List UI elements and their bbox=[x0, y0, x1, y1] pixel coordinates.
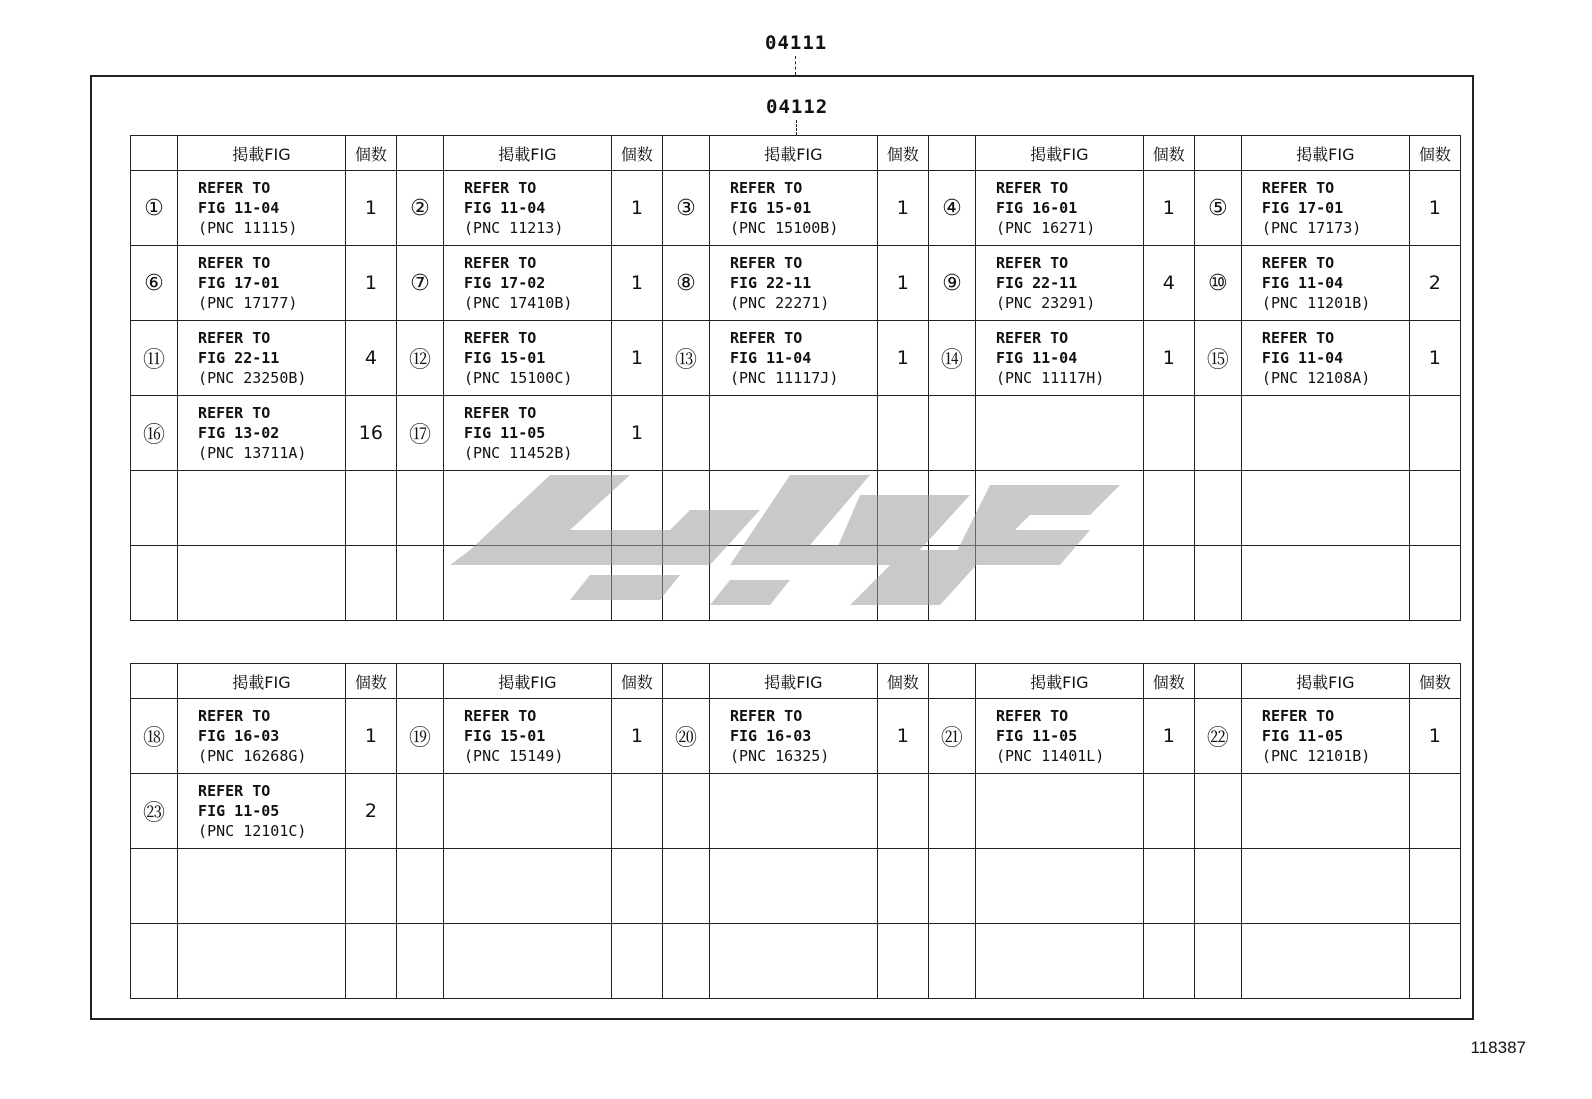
reference-cell bbox=[444, 546, 612, 621]
item-number: ② bbox=[396, 171, 443, 246]
table-row bbox=[131, 396, 1461, 471]
refer-to-text: REFER TO bbox=[198, 329, 271, 347]
item-number bbox=[131, 924, 178, 999]
quantity-cell: 1 bbox=[1409, 171, 1460, 246]
reference-cell bbox=[975, 171, 1143, 246]
item-number bbox=[396, 849, 443, 924]
reference-cell bbox=[1241, 471, 1409, 546]
item-number: ㉒ bbox=[1194, 699, 1241, 774]
reference-cell bbox=[1241, 849, 1409, 924]
quantity-cell bbox=[345, 471, 396, 546]
reference-cell bbox=[709, 246, 877, 321]
header-index-cell bbox=[131, 664, 178, 699]
reference-cell bbox=[709, 321, 877, 396]
header-qty: 個数 bbox=[611, 664, 662, 699]
quantity-cell: 1 bbox=[1409, 321, 1460, 396]
fig-number: FIG 11-05 bbox=[464, 424, 546, 442]
reference-cell bbox=[709, 396, 877, 471]
item-number: ⑲ bbox=[396, 699, 443, 774]
refer-to-text: REFER TO bbox=[464, 707, 537, 725]
item-number bbox=[928, 396, 975, 471]
header-index-cell bbox=[662, 664, 709, 699]
quantity-cell: 4 bbox=[1143, 246, 1194, 321]
header-index-cell bbox=[928, 136, 975, 171]
refer-to-text: REFER TO bbox=[729, 254, 803, 272]
quantity-cell: 1 bbox=[611, 699, 662, 774]
reference-cell bbox=[444, 924, 612, 999]
item-number: ⑩ bbox=[1194, 246, 1241, 321]
reference-cell bbox=[975, 849, 1143, 924]
quantity-cell: 16 bbox=[345, 396, 396, 471]
item-number bbox=[396, 546, 443, 621]
reference-cell bbox=[709, 546, 877, 621]
reference-cell bbox=[444, 171, 612, 246]
pnc-number: (PNC 11117H) bbox=[995, 369, 1105, 387]
quantity-cell: 1 bbox=[877, 171, 928, 246]
item-number bbox=[662, 546, 709, 621]
table-row bbox=[131, 321, 1461, 396]
header-fig: 掲載FIG bbox=[444, 664, 612, 699]
pnc-number: (PNC 15100C) bbox=[464, 369, 573, 387]
pnc-number: (PNC 16268G) bbox=[198, 747, 307, 765]
reference-cell bbox=[444, 774, 612, 849]
reference-cell bbox=[444, 246, 612, 321]
reference-cell bbox=[709, 171, 877, 246]
item-number: ⑧ bbox=[662, 246, 709, 321]
reference-cell bbox=[709, 849, 877, 924]
item-number: ④ bbox=[928, 171, 975, 246]
header-fig: 掲載FIG bbox=[444, 136, 612, 171]
refer-to-text: REFER TO bbox=[1261, 707, 1335, 725]
refer-to-text: REFER TO bbox=[995, 254, 1069, 272]
reference-cell bbox=[444, 396, 612, 471]
header-index-cell bbox=[662, 136, 709, 171]
item-number bbox=[396, 774, 443, 849]
quantity-cell: 2 bbox=[1409, 246, 1460, 321]
reference-cell bbox=[1241, 546, 1409, 621]
item-number bbox=[662, 471, 709, 546]
table-row bbox=[131, 774, 1461, 849]
item-number: ⑳ bbox=[662, 699, 709, 774]
pnc-number: (PNC 17173) bbox=[1261, 219, 1362, 237]
reference-cell bbox=[178, 321, 346, 396]
pnc-number: (PNC 17177) bbox=[198, 294, 298, 312]
fig-number: FIG 11-04 bbox=[1261, 274, 1344, 292]
reference-cell bbox=[178, 171, 346, 246]
refer-to-text: REFER TO bbox=[1261, 254, 1335, 272]
refer-to-text: REFER TO bbox=[464, 329, 537, 347]
quantity-cell: 1 bbox=[345, 246, 396, 321]
item-number: ⑪ bbox=[131, 321, 178, 396]
header-fig: 掲載FIG bbox=[178, 136, 346, 171]
item-number: ⑫ bbox=[396, 321, 443, 396]
quantity-cell bbox=[345, 546, 396, 621]
item-number bbox=[1194, 471, 1241, 546]
reference-cell bbox=[178, 396, 346, 471]
quantity-cell: 1 bbox=[877, 246, 928, 321]
item-number: ㉓ bbox=[131, 774, 178, 849]
fig-number: FIG 15-01 bbox=[464, 727, 546, 745]
refer-to-text: REFER TO bbox=[198, 782, 271, 800]
quantity-cell bbox=[877, 849, 928, 924]
item-number bbox=[928, 849, 975, 924]
fig-number: FIG 11-05 bbox=[995, 727, 1078, 745]
refer-to-text: REFER TO bbox=[198, 707, 271, 725]
pnc-number: (PNC 11452B) bbox=[464, 444, 573, 462]
item-number bbox=[662, 774, 709, 849]
quantity-cell: 1 bbox=[1143, 171, 1194, 246]
header-fig: 掲載FIG bbox=[709, 136, 877, 171]
pnc-number: (PNC 17410B) bbox=[464, 294, 573, 312]
table-row bbox=[131, 849, 1461, 924]
reference-cell bbox=[1241, 246, 1409, 321]
quantity-cell bbox=[611, 546, 662, 621]
header-qty: 個数 bbox=[345, 664, 396, 699]
quantity-cell bbox=[611, 774, 662, 849]
header-fig: 掲載FIG bbox=[1241, 664, 1409, 699]
quantity-cell: 1 bbox=[611, 321, 662, 396]
quantity-cell bbox=[1143, 471, 1194, 546]
pnc-number: (PNC 11401L) bbox=[995, 747, 1105, 765]
pnc-number: (PNC 13711A) bbox=[198, 444, 307, 462]
table-row bbox=[131, 546, 1461, 621]
quantity-cell: 1 bbox=[1143, 321, 1194, 396]
pnc-number: (PNC 12101B) bbox=[1261, 747, 1371, 765]
item-number bbox=[928, 774, 975, 849]
item-number: ⑰ bbox=[396, 396, 443, 471]
refer-to-text: REFER TO bbox=[1261, 329, 1335, 347]
item-number: ⑤ bbox=[1194, 171, 1241, 246]
refer-to-text: REFER TO bbox=[198, 179, 271, 197]
refer-to-text: REFER TO bbox=[464, 404, 537, 422]
quantity-cell bbox=[611, 849, 662, 924]
refer-to-text: REFER TO bbox=[729, 179, 803, 197]
fig-number: FIG 16-03 bbox=[729, 727, 812, 745]
item-number: ③ bbox=[662, 171, 709, 246]
item-number bbox=[662, 924, 709, 999]
item-number bbox=[1194, 546, 1241, 621]
item-number bbox=[396, 924, 443, 999]
item-number bbox=[1194, 924, 1241, 999]
table-row bbox=[131, 699, 1461, 774]
item-number: ⑭ bbox=[928, 321, 975, 396]
quantity-cell: 1 bbox=[345, 171, 396, 246]
refer-to-text: REFER TO bbox=[464, 254, 537, 272]
table-header-row bbox=[131, 136, 1461, 171]
pnc-number: (PNC 11213) bbox=[464, 219, 564, 237]
table-row bbox=[131, 924, 1461, 999]
quantity-cell: 4 bbox=[345, 321, 396, 396]
header-qty: 個数 bbox=[1143, 136, 1194, 171]
outer-leader-line bbox=[795, 56, 796, 75]
quantity-cell: 1 bbox=[1143, 699, 1194, 774]
header-fig: 掲載FIG bbox=[975, 664, 1143, 699]
refer-to-text: REFER TO bbox=[995, 179, 1069, 197]
reference-cell bbox=[709, 699, 877, 774]
quantity-cell bbox=[877, 396, 928, 471]
fig-number: FIG 11-05 bbox=[198, 802, 280, 820]
reference-cell bbox=[975, 774, 1143, 849]
pnc-number: (PNC 22271) bbox=[729, 294, 830, 312]
fig-number: FIG 11-04 bbox=[1261, 349, 1344, 367]
quantity-cell bbox=[1143, 849, 1194, 924]
refer-to-text: REFER TO bbox=[198, 254, 271, 272]
fig-number: FIG 16-03 bbox=[198, 727, 280, 745]
reference-cell bbox=[178, 924, 346, 999]
fig-number: FIG 13-02 bbox=[198, 424, 280, 442]
reference-cell bbox=[1241, 774, 1409, 849]
item-number bbox=[662, 396, 709, 471]
header-qty: 個数 bbox=[1143, 664, 1194, 699]
header-qty: 個数 bbox=[877, 664, 928, 699]
reference-cell bbox=[178, 699, 346, 774]
item-number: ⑬ bbox=[662, 321, 709, 396]
quantity-cell bbox=[1409, 546, 1460, 621]
refer-to-text: REFER TO bbox=[995, 329, 1069, 347]
reference-cell bbox=[444, 321, 612, 396]
fig-number: FIG 17-01 bbox=[198, 274, 280, 292]
pnc-number: (PNC 23291) bbox=[995, 294, 1096, 312]
refer-to-text: REFER TO bbox=[729, 707, 803, 725]
item-number: ⑥ bbox=[131, 246, 178, 321]
quantity-cell bbox=[1143, 774, 1194, 849]
header-index-cell bbox=[396, 136, 443, 171]
quantity-cell bbox=[1143, 396, 1194, 471]
quantity-cell: 1 bbox=[611, 171, 662, 246]
reference-cell bbox=[178, 849, 346, 924]
quantity-cell bbox=[345, 849, 396, 924]
item-number: ⑯ bbox=[131, 396, 178, 471]
refer-to-text: REFER TO bbox=[995, 707, 1069, 725]
reference-cell bbox=[1241, 396, 1409, 471]
pnc-number: (PNC 12108A) bbox=[1261, 369, 1371, 387]
reference-cell bbox=[975, 924, 1143, 999]
item-number: ⑱ bbox=[131, 699, 178, 774]
header-qty: 個数 bbox=[877, 136, 928, 171]
refer-to-text: REFER TO bbox=[1261, 179, 1335, 197]
item-number: ⑨ bbox=[928, 246, 975, 321]
item-number bbox=[131, 849, 178, 924]
header-index-cell bbox=[1194, 136, 1241, 171]
header-index-cell bbox=[1194, 664, 1241, 699]
pnc-number: (PNC 23250B) bbox=[198, 369, 307, 387]
reference-cell bbox=[178, 246, 346, 321]
table-header-row bbox=[131, 664, 1461, 699]
pnc-number: (PNC 11117J) bbox=[729, 369, 839, 387]
reference-cell bbox=[975, 246, 1143, 321]
item-number bbox=[928, 471, 975, 546]
figure-number: 118387 bbox=[1470, 1038, 1526, 1057]
reference-cell bbox=[1241, 321, 1409, 396]
pnc-number: (PNC 15100B) bbox=[729, 219, 839, 237]
item-number: ㉑ bbox=[928, 699, 975, 774]
item-number bbox=[928, 546, 975, 621]
reference-cell bbox=[709, 471, 877, 546]
inner-leader-line bbox=[796, 120, 797, 135]
table-row bbox=[131, 246, 1461, 321]
quantity-cell bbox=[877, 471, 928, 546]
item-number bbox=[928, 924, 975, 999]
reference-cell bbox=[709, 774, 877, 849]
quantity-cell bbox=[345, 924, 396, 999]
pnc-number: (PNC 16271) bbox=[995, 219, 1096, 237]
reference-cell bbox=[1241, 171, 1409, 246]
header-index-cell bbox=[131, 136, 178, 171]
item-number bbox=[662, 849, 709, 924]
header-fig: 掲載FIG bbox=[975, 136, 1143, 171]
item-number bbox=[396, 471, 443, 546]
item-number bbox=[1194, 396, 1241, 471]
quantity-cell bbox=[1409, 924, 1460, 999]
reference-cell bbox=[178, 774, 346, 849]
fig-number: FIG 15-01 bbox=[729, 199, 812, 217]
parts-reference-table-2 bbox=[130, 663, 1461, 999]
quantity-cell: 1 bbox=[611, 396, 662, 471]
reference-cell bbox=[444, 699, 612, 774]
fig-number: FIG 15-01 bbox=[464, 349, 546, 367]
outer-assembly-code: 04111 bbox=[765, 32, 828, 54]
refer-to-text: REFER TO bbox=[729, 329, 803, 347]
reference-cell bbox=[444, 849, 612, 924]
reference-cell bbox=[1241, 699, 1409, 774]
quantity-cell: 2 bbox=[345, 774, 396, 849]
pnc-number: (PNC 16325) bbox=[729, 747, 830, 765]
reference-cell bbox=[975, 396, 1143, 471]
item-number: ⑦ bbox=[396, 246, 443, 321]
header-qty: 個数 bbox=[345, 136, 396, 171]
quantity-cell: 1 bbox=[1409, 699, 1460, 774]
quantity-cell bbox=[1409, 396, 1460, 471]
pnc-number: (PNC 11201B) bbox=[1261, 294, 1371, 312]
fig-number: FIG 11-04 bbox=[464, 199, 546, 217]
fig-number: FIG 22-11 bbox=[729, 274, 812, 292]
table-row bbox=[131, 471, 1461, 546]
reference-cell bbox=[1241, 924, 1409, 999]
fig-number: FIG 11-05 bbox=[1261, 727, 1344, 745]
header-fig: 掲載FIG bbox=[1241, 136, 1409, 171]
header-fig: 掲載FIG bbox=[178, 664, 346, 699]
reference-cell bbox=[709, 924, 877, 999]
fig-number: FIG 22-11 bbox=[995, 274, 1078, 292]
item-number bbox=[131, 471, 178, 546]
pnc-number: (PNC 11115) bbox=[198, 219, 298, 237]
fig-number: FIG 17-01 bbox=[1261, 199, 1344, 217]
quantity-cell bbox=[1409, 471, 1460, 546]
quantity-cell bbox=[611, 924, 662, 999]
item-number: ⑮ bbox=[1194, 321, 1241, 396]
header-fig: 掲載FIG bbox=[709, 664, 877, 699]
fig-number: FIG 17-02 bbox=[464, 274, 546, 292]
item-number bbox=[1194, 849, 1241, 924]
parts-reference-table-1 bbox=[130, 135, 1461, 621]
table-row bbox=[131, 171, 1461, 246]
fig-number: FIG 16-01 bbox=[995, 199, 1078, 217]
quantity-cell: 1 bbox=[611, 246, 662, 321]
item-number bbox=[131, 546, 178, 621]
quantity-cell bbox=[1143, 924, 1194, 999]
reference-cell bbox=[178, 471, 346, 546]
quantity-cell: 1 bbox=[877, 699, 928, 774]
quantity-cell bbox=[877, 924, 928, 999]
quantity-cell bbox=[611, 471, 662, 546]
header-qty: 個数 bbox=[1409, 664, 1460, 699]
header-qty: 個数 bbox=[611, 136, 662, 171]
reference-cell bbox=[178, 546, 346, 621]
inner-assembly-code: 04112 bbox=[766, 96, 829, 118]
fig-number: FIG 11-04 bbox=[729, 349, 812, 367]
header-index-cell bbox=[396, 664, 443, 699]
fig-number: FIG 11-04 bbox=[995, 349, 1078, 367]
fig-number: FIG 11-04 bbox=[198, 199, 280, 217]
header-qty: 個数 bbox=[1409, 136, 1460, 171]
quantity-cell bbox=[1143, 546, 1194, 621]
pnc-number: (PNC 15149) bbox=[464, 747, 564, 765]
pnc-number: (PNC 12101C) bbox=[198, 822, 307, 840]
refer-to-text: REFER TO bbox=[198, 404, 271, 422]
reference-cell bbox=[975, 321, 1143, 396]
fig-number: FIG 22-11 bbox=[198, 349, 280, 367]
quantity-cell bbox=[877, 774, 928, 849]
reference-cell bbox=[444, 471, 612, 546]
header-index-cell bbox=[928, 664, 975, 699]
quantity-cell bbox=[1409, 849, 1460, 924]
quantity-cell bbox=[1409, 774, 1460, 849]
quantity-cell: 1 bbox=[877, 321, 928, 396]
refer-to-text: REFER TO bbox=[464, 179, 537, 197]
quantity-cell bbox=[877, 546, 928, 621]
quantity-cell: 1 bbox=[345, 699, 396, 774]
item-number: ① bbox=[131, 171, 178, 246]
reference-cell bbox=[975, 471, 1143, 546]
reference-cell bbox=[975, 699, 1143, 774]
item-number bbox=[1194, 774, 1241, 849]
reference-cell bbox=[975, 546, 1143, 621]
